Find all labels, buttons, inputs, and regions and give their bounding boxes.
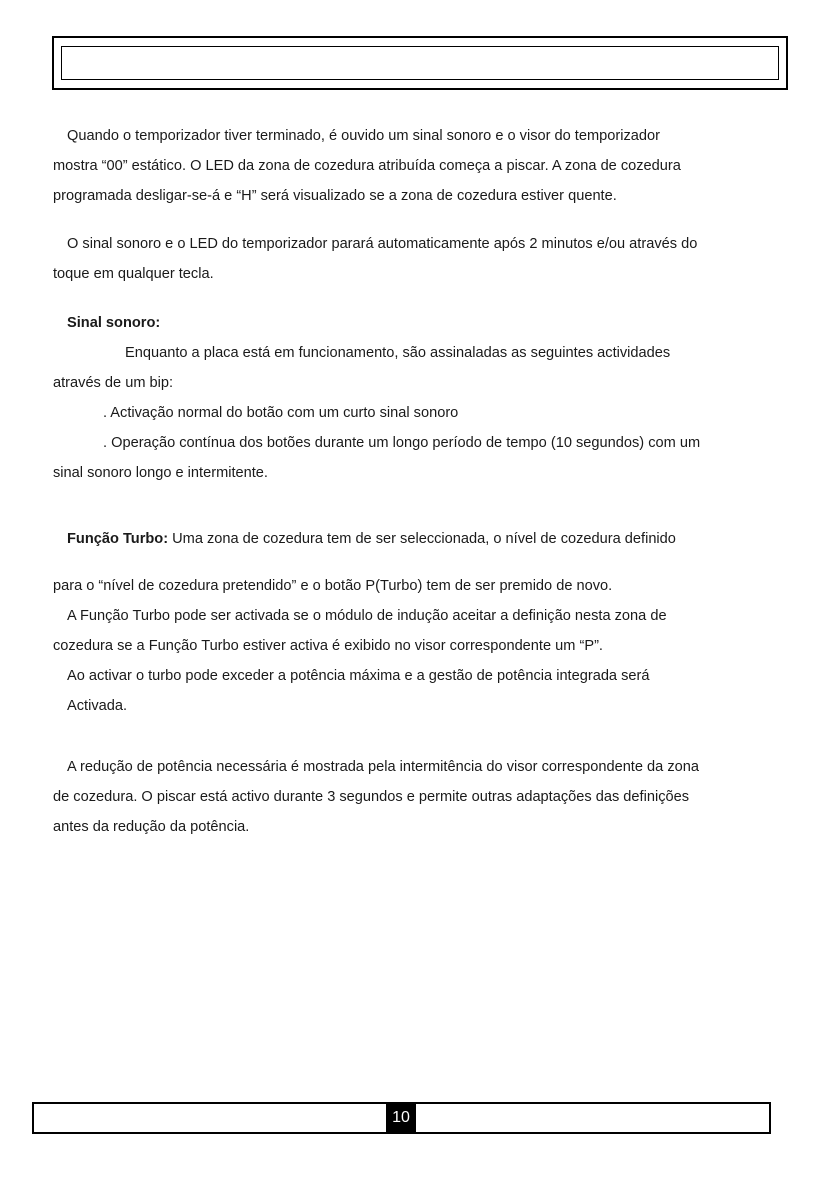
page-number: 10 [386, 1104, 416, 1132]
header-inner-frame [61, 46, 779, 80]
turbo-section [53, 524, 773, 554]
text-line: antes da redução da potência. [53, 819, 250, 835]
text-line: cozedura se a Função Turbo estiver activa é exibido no visor correspondente um “P”. [53, 638, 603, 654]
text-line: Enquanto a placa está em funcionamento, são assinaladas as seguintes actividades [125, 345, 671, 361]
power-reduction-paragraph [53, 752, 773, 842]
text-line: mostra “00” estático. O LED da zona de cozedura atribuída começa a piscar. A zona de cozedura [53, 158, 681, 174]
turbo-continuation [53, 571, 773, 721]
text-line: Quando o temporizador tiver terminado, é ouvido um sinal sonoro e o visor do temporizador [67, 128, 660, 144]
text-line: programada desligar-se-á e “H” será visualizado se a zona de cozedura estiver quente. [53, 188, 617, 204]
signal-section [53, 308, 773, 488]
signal-heading: Sinal sonoro: [67, 315, 161, 331]
text-line: Activada. [67, 698, 128, 714]
list-item: . Operação contínua dos botões durante um longo período de tempo (10 segundos) com um [103, 435, 701, 451]
turbo-first-line [53, 524, 773, 554]
auto-stop-paragraph [53, 229, 773, 289]
turbo-heading: Função Turbo: [67, 531, 169, 547]
text-line: através de um bip: [53, 375, 174, 391]
text-line: de cozedura. O piscar está activo durante 3 segundos e permite outras adaptações das definições [53, 789, 690, 805]
text-line: sinal sonoro longo e intermitente. [53, 465, 268, 481]
list-item: . Activação normal do botão com um curto sinal sonoro [103, 405, 459, 421]
text-line: toque em qualquer tecla. [53, 266, 214, 282]
text-line: A Função Turbo pode ser activada se o módulo de indução aceitar a definição nesta zona de [67, 608, 667, 624]
text-line: A redução de potência necessária é mostrada pela intermitência do visor correspondente da zona [67, 759, 699, 775]
text-line: Ao activar o turbo pode exceder a potência máxima e a gestão de potência integrada será [67, 668, 650, 684]
text-line: O sinal sonoro e o LED do temporizador parará automaticamente após 2 minutos e/ou através do [67, 236, 698, 252]
text-line: para o “nível de cozedura pretendido” e o botão P(Turbo) tem de ser premido de novo. [53, 578, 613, 594]
timer-end-paragraph [53, 121, 773, 211]
header-frame [52, 36, 788, 90]
text-span: Uma zona de cozedura tem de ser seleccionada, o nível de cozedura definido [168, 531, 676, 547]
